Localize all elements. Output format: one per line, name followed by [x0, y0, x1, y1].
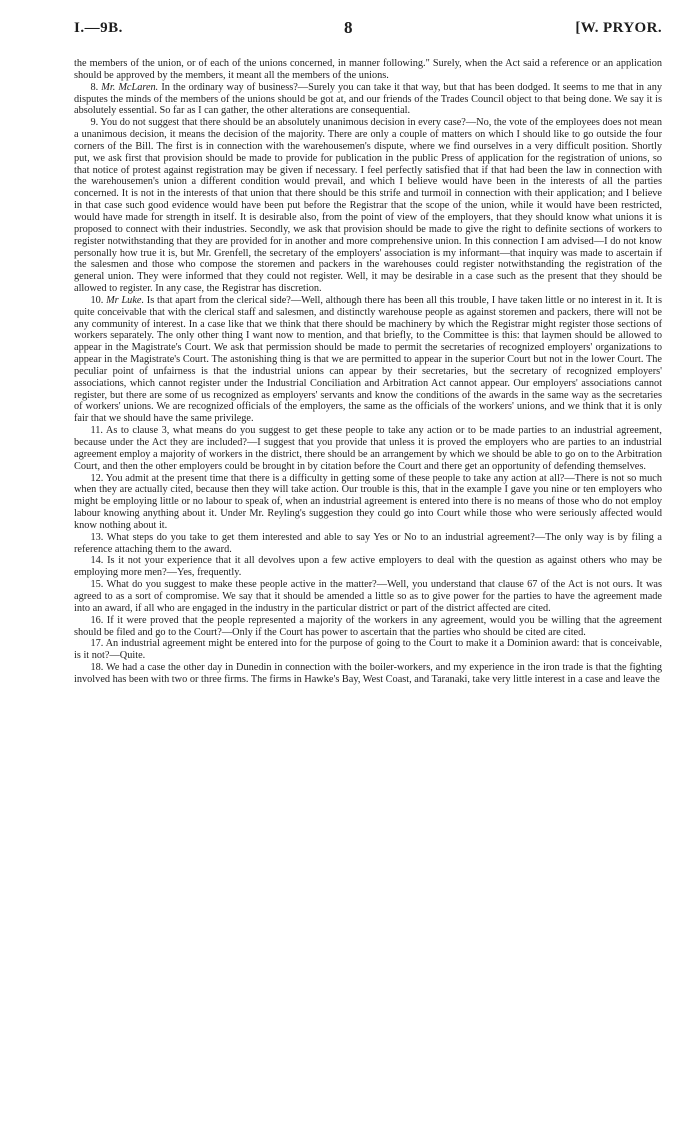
speaker-name: Mr. McLaren. — [101, 81, 159, 93]
paragraph: 9. You do not suggest that there should be an absolutely unanimous decision in every case?—No, the vote of the employees does not mean a unanimous decision, it means the decision of the majority. There are only a couple of matters on which I should like to go outside the four corners of the Bill. The first is in connection with the warehousemen's dispute, where we find ourselves in a very difficult position. Shortly put, we ask first that provision should be made to provide for publication in the public Press of application for the registration of unions, so that notice of protest against registration may be given if necessary. I feel perfectly satisfied that if that had been the law in connection with the warehousemen's union a different condition would prevail, and which I believe would have been in the interests of all the parties concerned. It is not in the interests of that union that there should be this strife and turmoil in connection with their application; and I believe in that case such good evidence would have been put before the Registrar that the scope of the union, while it would have been restricted, would have made for strength in itself. It is desirable also, from the point of view of the employers, that they should know what unions it is proposed to connect with their industries. Secondly, we ask that provision should be made to give the right to definite sections of workers to register notwithstanding that they are provided for in another and more comprehensive union. In this connection I am advised—I do not know personally how true it is, but Mr. Grenfell, the secretary of the employers' association is my informant—that inquiry was made to ascertain if the salesmen and those who compose the storemen and packers in the warehouses could register notwithstanding the registration of the general union. They were informed that they could not register. Well, it may be desirable in a case such as the present that they should be allowed to register. In any case, the Registrar has discretion. — [74, 117, 662, 295]
speaker-name: Mr Luke. — [106, 294, 145, 306]
paragraph: 16. If it were proved that the people represented a majority of the workers in any agreement, would you be willing that the agreement should be filed and go to the Court?—Only if the Court has power to ascertain that the parties who should be cited are cited. — [74, 614, 662, 638]
paragraph: 18. We had a case the other day in Dunedin in connection with the boiler-workers, and my experience in the iron trade is that the fighting involved has been with two or three firms. The firms in Hawke's Bay, West Coast, and Taranaki, take very little interest in a case and leave the — [74, 662, 662, 685]
paragraph: 14. Is it not your experience that it all devolves upon a few active employers to deal with the question as against others who may be employing more men?—Yes, frequently. — [74, 555, 662, 579]
witness-name: [W. PRYOR. — [575, 20, 662, 36]
page-header — [74, 18, 662, 44]
body-text — [74, 58, 662, 686]
paragraph: 17. An industrial agreement might be entered into for the purpose of going to the Court to make it a Dominion award: that is conceivable, is it not?—Quite. — [74, 638, 662, 662]
paragraph: 11. As to clause 3, what means do you suggest to get these people to take any action or to be made parties to an industrial agreement, because under the Act they are included?—I suggest that you provide that unless it is proved the employers who are parties to an industrial agreement employ a majority of workers in the district, there should be an arrangement by which we should be able to go on to the Arbitration Court, and then the other employers could be brought in by citation before the Court and there get an opportunity of defending themselves. — [74, 425, 662, 472]
page-number: 8 — [344, 18, 353, 37]
paragraph: 12. You admit at the present time that there is a difficulty in getting some of these people to take any action at all?—There is not so much when they are actually cited, because then they will take action. Our trouble is this, that in the example I gave you nine or ten employers who might be employing little or no labour to speak of, when an industrial agreement is entered into there is no means of those who do not employ labour knowing anything about it. Under Mr. Reyling's suggestion they could go into Court while those who were seriously affected would know nothing about it. — [74, 472, 662, 531]
paragraph: 10. Mr Luke. Is that apart from the clerical side?—Well, although there has been all this trouble, I have taken little or no interest in it. It is quite conceivable that with the clerical staff and salesmen, and distinctly warehouse people as against storemen and packers, there will not be any community of interest. In a case like that we think that there should be machinery by which the Registrar might register those sections of workers separately. The only other thing I want now to mention, and that briefly, to the Committee is this: that laymen should be allowed to appear in the Magistrate's Court. We ask that permission should be made to permit the secretaries of recognized employers' organizations to appear in the Magistrate's Court. The astonishing thing is that we are permitted to appear in the superior Court but not in the lower Court. The peculiar point of unfairness is that the industrial unions can appear by their secretaries, but the secretary of recognized employers' associations, which cannot register under the Industrial Conciliation and Arbitration Act cannot appear. Our employers' associations cannot register, but there are some of us recognized as employers' servants and know the conditions of the awards in the same way as the secretaries of workers' unions. We are recognized officials of the employers, the same as the officials of the workers' unions, and we think that it is only fair that we should have the same privilege. — [74, 294, 663, 425]
paragraph: the members of the union, or of each of the unions concerned, in manner following." Surely, when the Act said a reference or an application should be approved by the members, it meant all the members of the unions. — [74, 58, 662, 81]
paragraph: 15. What do you suggest to make these people active in the matter?—Well, you understand that clause 67 of the Act is not ours. It was agreed to as a sort of compromise. We say that it should be amended a little so as to give power for the parties to have the agreement made into an award, if all who are engaged in the industry in the particular district or part of the district affected are cited. — [74, 579, 662, 614]
paragraph: 13. What steps do you take to get them interested and able to say Yes or No to an industrial agreement?—The only way is by filing a reference attaching them to the award. — [74, 531, 662, 555]
paragraph: 8. Mr. McLaren. In the ordinary way of business?—Surely you can take it that way, but that has been dodged. It seems to me that in any disputes the minds of the members of the unions should be got at, and our friends of the Trades Council object to that being done. We say it is absolutely essential. So far as I can gather, the other alterations are consequential. — [74, 81, 662, 117]
document-reference: I.—9B. — [74, 20, 123, 36]
